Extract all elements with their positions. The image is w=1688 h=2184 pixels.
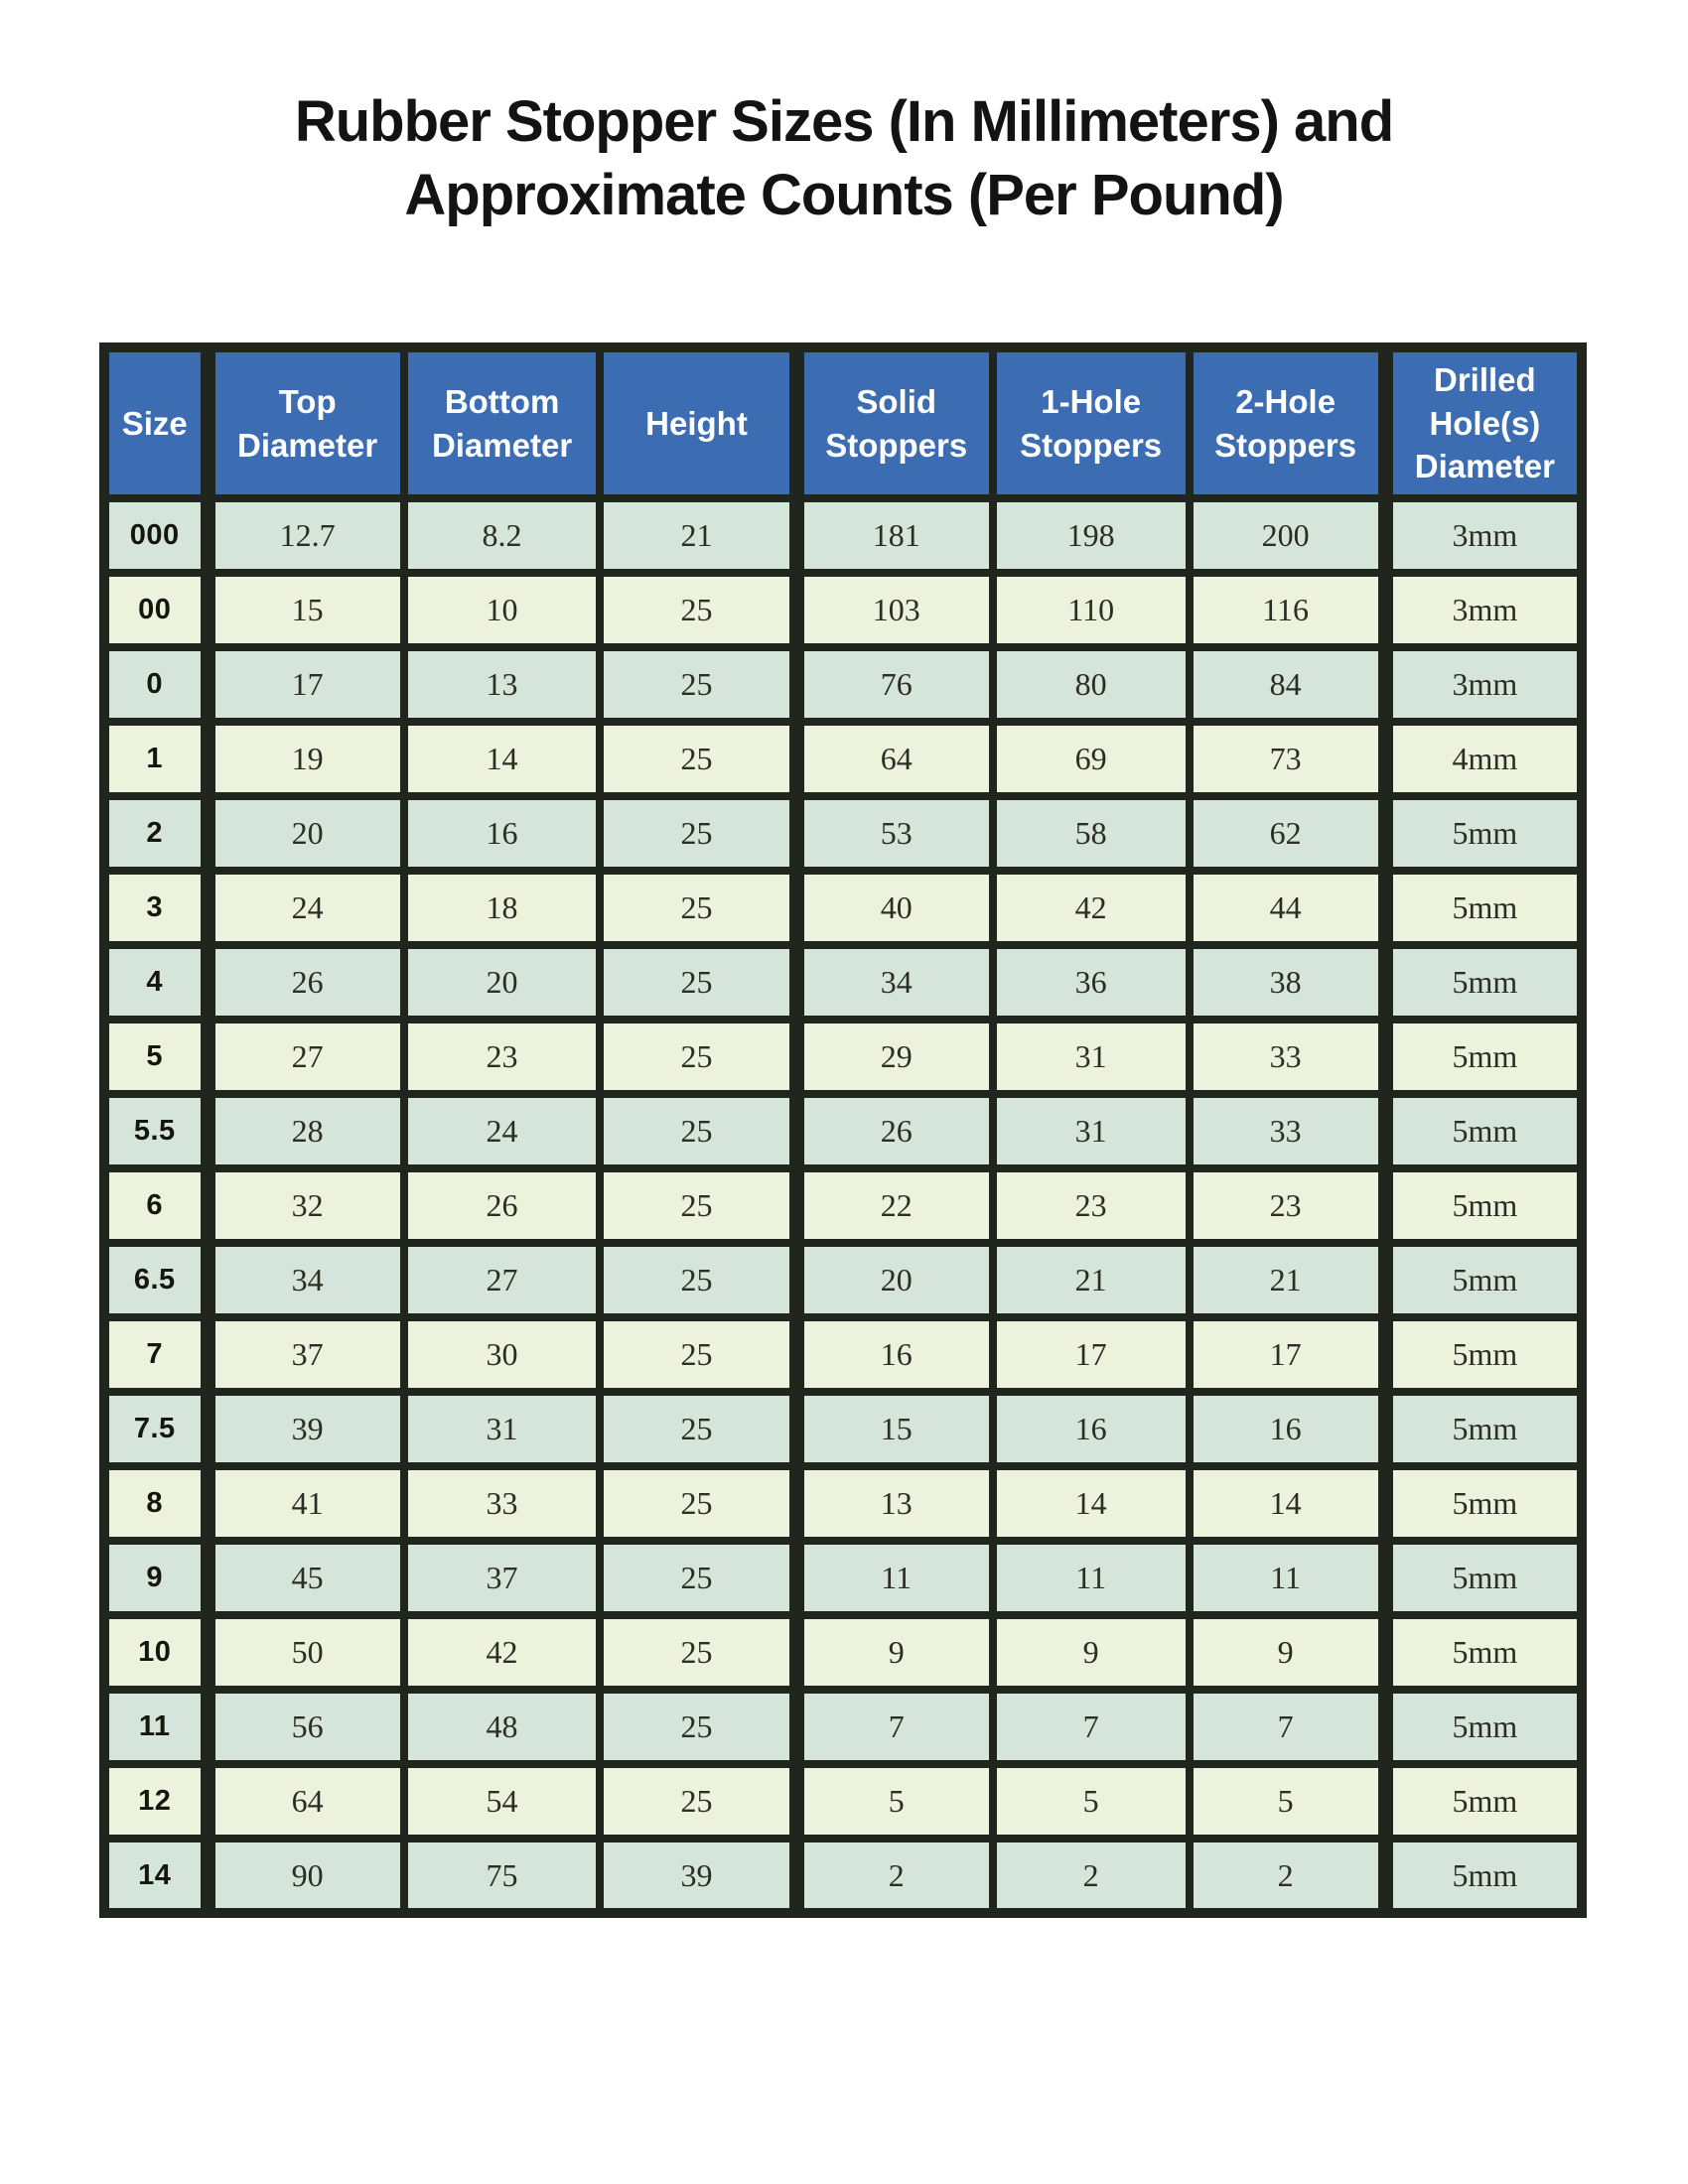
row-size-label: 11 — [104, 1690, 208, 1764]
data-cell: 5mm — [1385, 1615, 1582, 1690]
data-cell: 103 — [796, 573, 993, 647]
table-row — [104, 1466, 1582, 1541]
data-cell: 3mm — [1385, 647, 1582, 722]
data-cell: 25 — [600, 1094, 796, 1168]
data-cell: 5mm — [1385, 1168, 1582, 1243]
column-header: Solid Stoppers — [796, 347, 993, 498]
data-cell: 5mm — [1385, 1243, 1582, 1317]
data-cell: 33 — [1190, 1094, 1386, 1168]
data-cell: 25 — [600, 945, 796, 1020]
data-cell: 25 — [600, 1020, 796, 1094]
data-cell: 5mm — [1385, 1020, 1582, 1094]
table-row — [104, 573, 1582, 647]
table-row — [104, 796, 1582, 871]
data-cell: 5mm — [1385, 1466, 1582, 1541]
data-cell: 33 — [1190, 1020, 1386, 1094]
data-cell: 25 — [600, 1243, 796, 1317]
page-title-line2: Approximate Counts (Per Pound) — [404, 162, 1284, 227]
data-cell: 25 — [600, 1690, 796, 1764]
data-cell: 25 — [600, 1541, 796, 1615]
data-cell: 25 — [600, 573, 796, 647]
data-cell: 25 — [600, 1615, 796, 1690]
table-row — [104, 1839, 1582, 1913]
data-cell: 11 — [796, 1541, 993, 1615]
data-cell: 16 — [993, 1392, 1190, 1466]
row-size-label: 000 — [104, 498, 208, 573]
data-cell: 25 — [600, 1168, 796, 1243]
data-cell: 90 — [208, 1839, 404, 1913]
data-cell: 14 — [1190, 1466, 1386, 1541]
data-cell: 5mm — [1385, 1764, 1582, 1839]
header-row — [104, 347, 1582, 498]
data-cell: 56 — [208, 1690, 404, 1764]
data-cell: 39 — [208, 1392, 404, 1466]
row-size-label: 4 — [104, 945, 208, 1020]
data-cell: 29 — [796, 1020, 993, 1094]
data-cell: 38 — [1190, 945, 1386, 1020]
table-row — [104, 1541, 1582, 1615]
data-cell: 5mm — [1385, 1317, 1582, 1392]
row-size-label: 8 — [104, 1466, 208, 1541]
data-cell: 19 — [208, 722, 404, 796]
table-body — [104, 498, 1582, 1913]
data-cell: 31 — [993, 1020, 1190, 1094]
data-cell: 5mm — [1385, 871, 1582, 945]
data-cell: 23 — [993, 1168, 1190, 1243]
table-row — [104, 1392, 1582, 1466]
data-cell: 7 — [1190, 1690, 1386, 1764]
data-cell: 25 — [600, 1466, 796, 1541]
data-cell: 2 — [993, 1839, 1190, 1913]
data-cell: 20 — [404, 945, 601, 1020]
data-cell: 17 — [993, 1317, 1190, 1392]
data-cell: 26 — [208, 945, 404, 1020]
table-row — [104, 647, 1582, 722]
data-cell: 8.2 — [404, 498, 601, 573]
data-cell: 5 — [993, 1764, 1190, 1839]
data-cell: 18 — [404, 871, 601, 945]
data-cell: 80 — [993, 647, 1190, 722]
row-size-label: 3 — [104, 871, 208, 945]
row-size-label: 2 — [104, 796, 208, 871]
data-cell: 5 — [796, 1764, 993, 1839]
row-size-label: 7 — [104, 1317, 208, 1392]
data-cell: 25 — [600, 871, 796, 945]
page-title-line1: Rubber Stopper Sizes (In Millimeters) and — [294, 89, 1394, 154]
data-cell: 25 — [600, 1392, 796, 1466]
data-cell: 9 — [796, 1615, 993, 1690]
data-cell: 2 — [1190, 1839, 1386, 1913]
data-cell: 15 — [796, 1392, 993, 1466]
data-cell: 23 — [1190, 1168, 1386, 1243]
data-cell: 110 — [993, 573, 1190, 647]
table-row — [104, 945, 1582, 1020]
data-cell: 37 — [208, 1317, 404, 1392]
data-cell: 21 — [993, 1243, 1190, 1317]
data-cell: 5mm — [1385, 796, 1582, 871]
data-cell: 41 — [208, 1466, 404, 1541]
row-size-label: 1 — [104, 722, 208, 796]
data-cell: 42 — [404, 1615, 601, 1690]
data-cell: 62 — [1190, 796, 1386, 871]
data-cell: 5mm — [1385, 1094, 1582, 1168]
data-cell: 21 — [1190, 1243, 1386, 1317]
data-cell: 17 — [1190, 1317, 1386, 1392]
data-cell: 36 — [993, 945, 1190, 1020]
data-cell: 5mm — [1385, 1690, 1582, 1764]
column-header: Top Diameter — [208, 347, 404, 498]
data-cell: 45 — [208, 1541, 404, 1615]
data-cell: 64 — [208, 1764, 404, 1839]
data-cell: 5mm — [1385, 1541, 1582, 1615]
column-header: Drilled Hole(s) Diameter — [1385, 347, 1582, 498]
data-cell: 9 — [993, 1615, 1190, 1690]
data-cell: 13 — [796, 1466, 993, 1541]
column-header: Size — [104, 347, 208, 498]
data-cell: 13 — [404, 647, 601, 722]
table-row — [104, 1690, 1582, 1764]
data-cell: 54 — [404, 1764, 601, 1839]
data-cell: 37 — [404, 1541, 601, 1615]
table-row — [104, 1317, 1582, 1392]
table-row — [104, 871, 1582, 945]
data-cell: 25 — [600, 722, 796, 796]
data-cell: 181 — [796, 498, 993, 573]
data-cell: 39 — [600, 1839, 796, 1913]
data-cell: 25 — [600, 647, 796, 722]
data-cell: 20 — [208, 796, 404, 871]
data-cell: 7 — [796, 1690, 993, 1764]
data-cell: 30 — [404, 1317, 601, 1392]
data-cell: 31 — [993, 1094, 1190, 1168]
table-row — [104, 1243, 1582, 1317]
data-cell: 21 — [600, 498, 796, 573]
data-cell: 16 — [796, 1317, 993, 1392]
data-cell: 25 — [600, 1317, 796, 1392]
data-cell: 116 — [1190, 573, 1386, 647]
data-cell: 2 — [796, 1839, 993, 1913]
column-header: 2-Hole Stoppers — [1190, 347, 1386, 498]
data-cell: 24 — [404, 1094, 601, 1168]
data-cell: 5mm — [1385, 1392, 1582, 1466]
data-cell: 75 — [404, 1839, 601, 1913]
data-cell: 24 — [208, 871, 404, 945]
data-cell: 40 — [796, 871, 993, 945]
data-cell: 44 — [1190, 871, 1386, 945]
data-cell: 26 — [796, 1094, 993, 1168]
data-cell: 14 — [993, 1466, 1190, 1541]
row-size-label: 12 — [104, 1764, 208, 1839]
data-cell: 32 — [208, 1168, 404, 1243]
data-cell: 16 — [1190, 1392, 1386, 1466]
data-cell: 27 — [208, 1020, 404, 1094]
data-cell: 31 — [404, 1392, 601, 1466]
column-header: 1-Hole Stoppers — [993, 347, 1190, 498]
data-cell: 5mm — [1385, 945, 1582, 1020]
data-cell: 15 — [208, 573, 404, 647]
data-cell: 17 — [208, 647, 404, 722]
data-cell: 26 — [404, 1168, 601, 1243]
data-cell: 7 — [993, 1690, 1190, 1764]
data-cell: 28 — [208, 1094, 404, 1168]
data-cell: 27 — [404, 1243, 601, 1317]
table-row — [104, 1168, 1582, 1243]
data-cell: 198 — [993, 498, 1190, 573]
row-size-label: 14 — [104, 1839, 208, 1913]
data-cell: 73 — [1190, 722, 1386, 796]
data-cell: 23 — [404, 1020, 601, 1094]
column-header: Height — [600, 347, 796, 498]
data-cell: 200 — [1190, 498, 1386, 573]
data-cell: 48 — [404, 1690, 601, 1764]
page-title — [0, 85, 1688, 231]
data-cell: 12.7 — [208, 498, 404, 573]
data-cell: 53 — [796, 796, 993, 871]
data-cell: 11 — [1190, 1541, 1386, 1615]
data-cell: 34 — [796, 945, 993, 1020]
data-cell: 14 — [404, 722, 601, 796]
data-cell: 22 — [796, 1168, 993, 1243]
row-size-label: 0 — [104, 647, 208, 722]
row-size-label: 5 — [104, 1020, 208, 1094]
row-size-label: 5.5 — [104, 1094, 208, 1168]
data-cell: 33 — [404, 1466, 601, 1541]
data-cell: 50 — [208, 1615, 404, 1690]
row-size-label: 9 — [104, 1541, 208, 1615]
row-size-label: 00 — [104, 573, 208, 647]
data-cell: 25 — [600, 1764, 796, 1839]
data-cell: 5 — [1190, 1764, 1386, 1839]
column-header: Bottom Diameter — [404, 347, 601, 498]
data-cell: 34 — [208, 1243, 404, 1317]
data-cell: 3mm — [1385, 573, 1582, 647]
data-cell: 16 — [404, 796, 601, 871]
data-cell: 58 — [993, 796, 1190, 871]
table-row — [104, 498, 1582, 573]
table-container — [99, 342, 1587, 1918]
data-cell: 84 — [1190, 647, 1386, 722]
table-row — [104, 1020, 1582, 1094]
data-cell: 42 — [993, 871, 1190, 945]
data-cell: 76 — [796, 647, 993, 722]
data-cell: 11 — [993, 1541, 1190, 1615]
table-row — [104, 1094, 1582, 1168]
stopper-size-table — [99, 342, 1587, 1918]
row-size-label: 6 — [104, 1168, 208, 1243]
data-cell: 69 — [993, 722, 1190, 796]
table-row — [104, 1764, 1582, 1839]
data-cell: 4mm — [1385, 722, 1582, 796]
data-cell: 20 — [796, 1243, 993, 1317]
row-size-label: 10 — [104, 1615, 208, 1690]
table-row — [104, 1615, 1582, 1690]
data-cell: 64 — [796, 722, 993, 796]
table-row — [104, 722, 1582, 796]
data-cell: 5mm — [1385, 1839, 1582, 1913]
row-size-label: 6.5 — [104, 1243, 208, 1317]
data-cell: 3mm — [1385, 498, 1582, 573]
data-cell: 25 — [600, 796, 796, 871]
data-cell: 9 — [1190, 1615, 1386, 1690]
data-cell: 10 — [404, 573, 601, 647]
row-size-label: 7.5 — [104, 1392, 208, 1466]
